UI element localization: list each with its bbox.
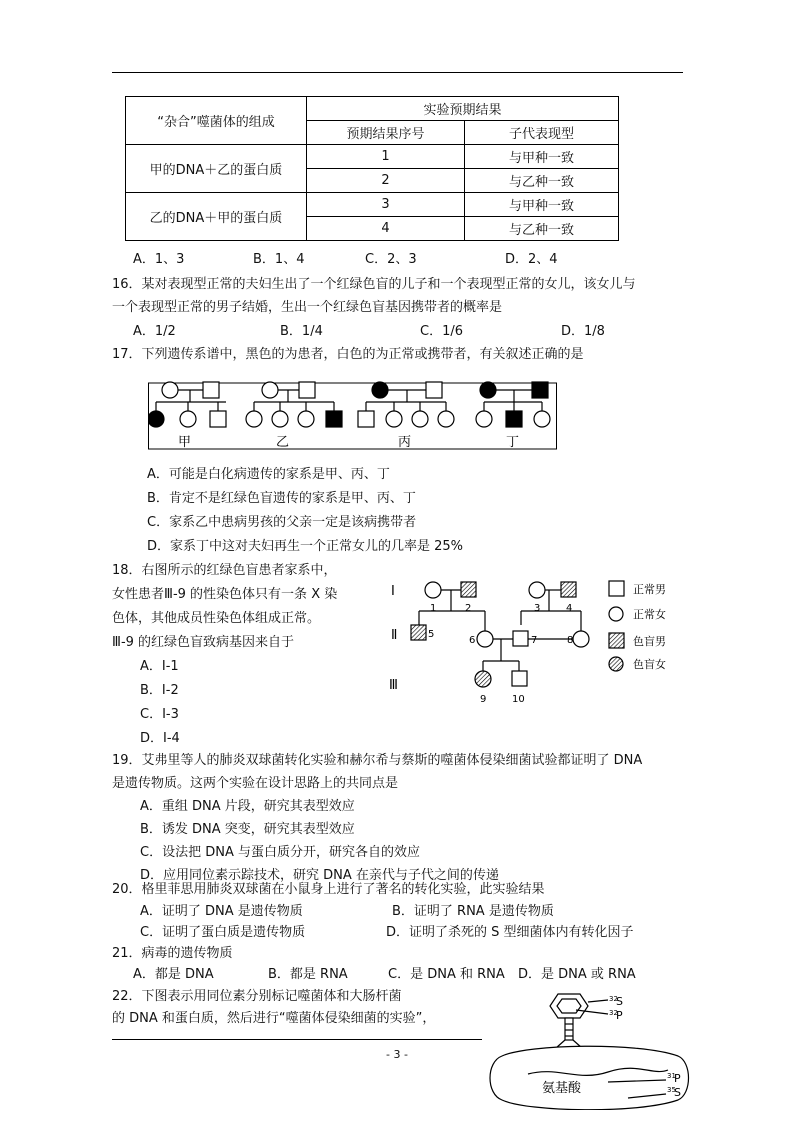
iso-32p-element: P [616,1009,623,1022]
legend-normal-female: 正常女 [633,608,666,621]
q16-stem-line2: 一个表现型正常的男子结婚，生出一个红绿色盲基因携带者的概率是 [112,300,503,315]
legend-colorblind-female: 色盲女 [633,658,666,671]
pedigree-num-1: 1 [430,603,437,614]
pedigree-num-10: 10 [512,694,525,705]
q20-option-c: C．证明了蛋白质是遗传物质 [140,925,306,940]
q22-stem-line1: 22．下图表示用同位素分别标记噬菌体和大肠杆菌 [112,989,402,1004]
pedigree-num-9: 9 [480,694,487,705]
q16-option-b: B．1/4 [280,324,323,339]
table-subheader-no: 预期结果序号 [307,121,465,145]
q18-stem-line4: Ⅲ-9 的红绿色盲致病基因来自于 [112,635,295,650]
pedigree-label-ding: 丁 [506,435,520,450]
page-number: - 3 - [386,1048,408,1061]
iso-32s-element: S [616,995,623,1008]
table-group-2: 乙的DNA＋甲的蛋白质 [126,193,307,241]
q17-stem: 17．下列遗传系谱中，黑色的为患者，白色的为正常或携带者，有关叙述正确的是 [112,347,584,362]
table-subheader-pheno: 子代表现型 [465,121,619,145]
q16-option-d: D．1/8 [561,324,605,339]
q19-option-c: C．设法把 DNA 与蛋白质分开，研究各自的效应 [140,845,420,860]
pedigree-label-jia: 甲 [178,435,192,450]
q18-stem-line1: 18．右图所示的红绿色盲患者家系中， [112,563,337,578]
pedigree-num-8: 8 [567,635,574,646]
q16-option-a: A．1/2 [133,324,176,339]
q15-option-d: D．2、4 [505,252,558,267]
q17-option-a: A．可能是白化病遗传的家系是甲、丙、丁 [147,467,390,482]
q21-option-a: A．都是 DNA [133,967,214,982]
q15-option-b: B．1、4 [253,252,305,267]
q18-option-b: B．Ⅰ-2 [140,683,179,698]
q19-stem-line2: 是遗传物质。这两个实验在设计思路上的共同点是 [112,776,399,791]
pedigree-num-7: 7 [531,635,538,646]
q20-option-b: B．证明了 RNA 是遗传物质 [392,904,554,919]
q22-stem-line2: 的 DNA 和蛋白质，然后进行“噬菌体侵染细菌的实验”， [112,1011,436,1026]
q21-option-c: C．是 DNA 和 RNA [388,967,505,982]
iso-35s-mass: 35 [667,1086,676,1094]
q20-option-a: A．证明了 DNA 是遗传物质 [140,904,303,919]
table-row-no: 3 [307,193,465,217]
iso-31p-element: P [674,1072,681,1085]
table-row-pheno: 与乙种一致 [465,169,619,193]
result-table [125,96,619,241]
q17-option-b: B．肯定不是红绿色盲遗传的家系是甲、丙、丁 [147,491,416,506]
header-rule [112,72,683,73]
gen-label-3: Ⅲ [389,678,398,693]
q18-option-c: C．Ⅰ-3 [140,707,179,722]
footer-rule [112,1039,482,1040]
iso-35s-element: S [674,1086,681,1099]
pedigree-label-yi: 乙 [276,435,290,450]
table-row-no: 4 [307,217,465,241]
q15-option-c: C．2、3 [365,252,417,267]
pedigree-num-6: 6 [469,635,476,646]
q19-option-d: D．应用同位素示踪技术，研究 DNA 在亲代与子代之间的传递 [140,868,499,883]
table-row-pheno: 与乙种一致 [465,217,619,241]
table-row-no: 1 [307,145,465,169]
q19-stem-line1: 19．艾弗里等人的肺炎双球菌转化实验和赫尔希与蔡斯的噬菌体侵染细菌试验都证明了 DNA [112,753,643,768]
iso-32s-mass: 32 [609,995,618,1003]
gen-label-2: Ⅱ [391,628,398,643]
q19-option-b: B．诱发 DNA 突变，研究其表型效应 [140,822,355,837]
q18-option-a: A．Ⅰ-1 [140,659,179,674]
gen-label-1: Ⅰ [391,584,395,599]
table-row-no: 2 [307,169,465,193]
table-group-1: 甲的DNA＋乙的蛋白质 [126,145,307,193]
pedigree-num-4: 4 [566,603,573,614]
table-header-results: 实验预期结果 [307,97,619,121]
q16-option-c: C．1/6 [420,324,463,339]
pedigree-num-2: 2 [465,603,472,614]
q17-option-c: C．家系乙中患病男孩的父亲一定是该病携带者 [147,515,417,530]
q20-stem: 20．格里菲思用肺炎双球菌在小鼠身上进行了著名的转化实验，此实验结果 [112,882,545,897]
legend-normal-male: 正常男 [633,583,666,596]
table-row-pheno: 与甲种一致 [465,145,619,169]
q18-option-d: D．Ⅰ-4 [140,731,180,746]
q15-option-a: A．1、3 [133,252,185,267]
q18-stem-line3: 色体，其他成员性染色体组成正常。 [112,611,321,626]
q21-option-b: B．都是 RNA [268,967,348,982]
q18-stem-line2: 女性患者Ⅲ-9 的性染色体只有一条 X 染 [112,587,338,602]
pedigree-num-5: 5 [428,629,435,640]
q21-option-d: D．是 DNA 或 RNA [518,967,636,982]
pedigree-num-3: 3 [534,603,541,614]
iso-31p-mass: 31 [667,1072,676,1080]
amino-acid-label: 氨基酸 [542,1081,582,1096]
pedigree-label-bing: 丙 [398,435,412,450]
legend-colorblind-male: 色盲男 [633,635,666,648]
iso-32p-mass: 32 [609,1009,618,1017]
q20-option-d: D．证明了杀死的 S 型细菌体内有转化因子 [386,925,634,940]
q17-option-d: D．家系丁中这对夫妇再生一个正常女儿的几率是 25% [147,539,464,554]
q18-pedigree-figure [385,575,685,710]
q21-stem: 21．病毒的遗传物质 [112,946,233,961]
q19-option-a: A．重组 DNA 片段，研究其表型效应 [140,799,355,814]
q16-stem-line1: 16．某对表现型正常的夫妇生出了一个红绿色盲的儿子和一个表现型正常的女儿，该女儿与 [112,277,636,292]
q17-pedigree-figure [148,378,558,453]
table-header-composition: “杂合”噬菌体的组成 [126,97,307,145]
table-row-pheno: 与甲种一致 [465,193,619,217]
